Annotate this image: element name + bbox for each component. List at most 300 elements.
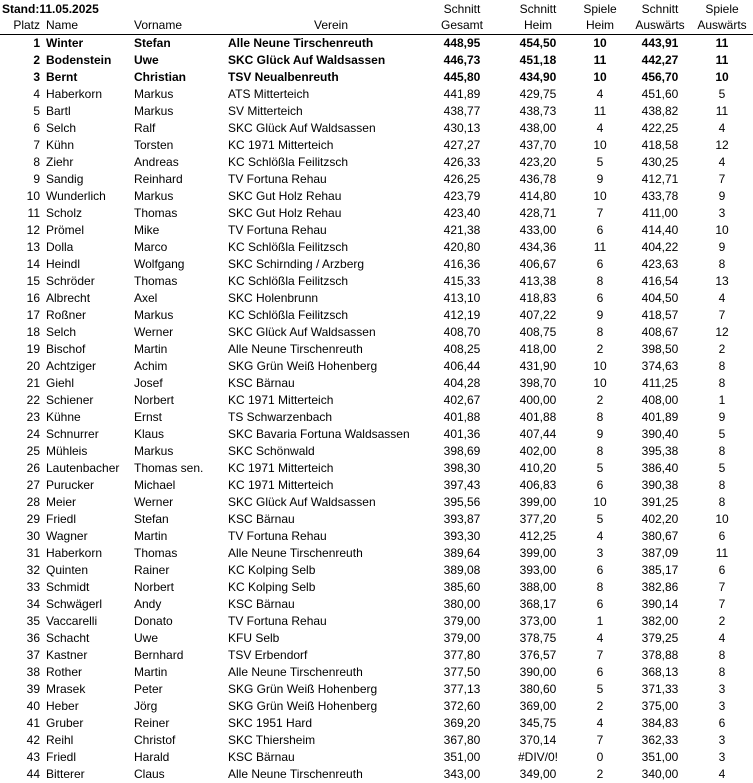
spiele-heim-cell: 7	[596, 733, 604, 747]
schnitt-heim-cell: 393,00	[519, 563, 557, 577]
platz-cell: 26	[26, 461, 40, 475]
vorname-cell: Reiner	[134, 716, 170, 730]
platz-cell: 34	[26, 597, 40, 611]
verein-cell: KC Schlößla Feilitzsch	[228, 155, 349, 169]
schnitt-auswaerts-cell: 411,25	[642, 376, 678, 390]
table-row	[0, 613, 753, 630]
spiele-heim-cell: 7	[596, 648, 604, 662]
schnitt-gesamt-cell: 397,43	[443, 478, 481, 492]
table-row	[0, 545, 753, 562]
platz-cell: 14	[26, 257, 40, 271]
platz-cell: 7	[33, 138, 40, 152]
schnitt-auswaerts-cell: 411,00	[642, 206, 678, 220]
schnitt-heim-cell: 377,20	[519, 512, 557, 526]
spiele-heim-cell: 4	[596, 529, 604, 543]
schnitt-heim-cell: 451,18	[519, 53, 557, 67]
vorname-cell: Markus	[134, 189, 174, 203]
schnitt-heim-cell: 369,00	[519, 699, 557, 713]
platz-cell: 18	[26, 325, 40, 339]
platz-cell: 5	[33, 104, 40, 118]
verein-cell: KC Schlößla Feilitzsch	[228, 274, 349, 288]
name-cell: Albrecht	[46, 291, 91, 305]
verein-cell: KC 1971 Mitterteich	[228, 138, 334, 152]
spiele-auswaerts-cell: 8	[718, 495, 726, 509]
table-row	[0, 307, 753, 324]
schnitt-gesamt-cell: 448,95	[443, 36, 481, 50]
platz-cell: 22	[26, 393, 40, 407]
schnitt-heim-cell: #DIV/0!	[517, 750, 559, 764]
vorname-cell: Torsten	[134, 138, 174, 152]
spiele-heim-cell: 10	[593, 189, 607, 203]
name-cell: Lautenbacher	[46, 461, 120, 475]
spiele-heim-cell: 6	[596, 257, 604, 271]
table-row	[0, 375, 753, 392]
platz-cell: 35	[26, 614, 40, 628]
spiele-auswaerts-cell: 11	[715, 104, 729, 118]
spiele-auswaerts-cell: 3	[718, 682, 726, 696]
schnitt-auswaerts-cell: 375,00	[641, 699, 679, 713]
spiele-heim-cell: 6	[596, 223, 604, 237]
platz-cell: 21	[26, 376, 40, 390]
name-cell: Quinten	[46, 563, 89, 577]
table-row	[0, 426, 753, 443]
schnitt-auswaerts-cell: 390,40	[641, 427, 679, 441]
schnitt-auswaerts-cell: 451,60	[641, 87, 679, 101]
platz-cell: 4	[33, 87, 40, 101]
name-cell: Haberkorn	[46, 546, 103, 560]
schnitt-auswaerts-cell: 433,78	[641, 189, 679, 203]
vorname-cell: Thomas	[134, 546, 178, 560]
name-cell: Vaccarelli	[46, 614, 98, 628]
verein-cell: SKC Schirnding / Arzberg	[228, 257, 365, 271]
schnitt-auswaerts-cell: 374,63	[641, 359, 679, 373]
table-row	[0, 681, 753, 698]
vorname-cell: Rainer	[134, 563, 170, 577]
verein-cell: KSC Bärnau	[228, 512, 295, 526]
platz-cell: 40	[26, 699, 40, 713]
spiele-heim-cell: 8	[596, 410, 604, 424]
table-row	[0, 579, 753, 596]
schnitt-heim-cell: 410,20	[519, 461, 557, 475]
name-cell: Schiener	[46, 393, 94, 407]
name-cell: Haberkorn	[46, 87, 103, 101]
schnitt-gesamt-cell: 413,10	[443, 291, 481, 305]
schnitt-auswaerts-cell: 442,27	[641, 53, 679, 67]
spiele-heim-cell: 5	[596, 512, 604, 526]
spiele-heim-cell: 11	[593, 240, 607, 254]
vorname-cell: Mike	[134, 223, 160, 237]
platz-cell: 13	[26, 240, 40, 254]
spiele-heim-cell: 3	[596, 546, 604, 560]
schnitt-heim-cell: 398,70	[519, 376, 557, 390]
name-cell: Bitterer	[46, 767, 85, 781]
table-row	[0, 171, 753, 188]
schnitt-gesamt-cell: 402,67	[443, 393, 481, 407]
verein-cell: SKC Gut Holz Rehau	[228, 189, 342, 203]
header-heim-top: Schnitt	[519, 2, 557, 16]
schnitt-auswaerts-cell: 402,20	[641, 512, 679, 526]
schnitt-gesamt-cell: 393,87	[443, 512, 481, 526]
schnitt-heim-cell: 408,75	[519, 325, 557, 339]
schnitt-auswaerts-cell: 386,40	[641, 461, 679, 475]
name-cell: Kühne	[46, 410, 81, 424]
platz-cell: 28	[26, 495, 40, 509]
verein-cell: SKG Grün Weiß Hohenberg	[228, 682, 378, 696]
spiele-heim-cell: 5	[596, 682, 604, 696]
spiele-heim-cell: 10	[593, 376, 607, 390]
schnitt-auswaerts-cell: 408,67	[641, 325, 679, 339]
name-cell: Roßner	[46, 308, 87, 322]
schnitt-heim-cell: 434,36	[519, 240, 557, 254]
name-cell: Meier	[46, 495, 77, 509]
schnitt-heim-cell: 388,00	[519, 580, 557, 594]
spiele-heim-cell: 10	[593, 70, 607, 84]
verein-cell: TV Fortuna Rehau	[228, 529, 327, 543]
table-row	[0, 664, 753, 681]
schnitt-gesamt-cell: 423,79	[443, 189, 481, 203]
vorname-cell: Thomas	[134, 206, 178, 220]
table-row	[0, 137, 753, 154]
schnitt-gesamt-cell: 423,40	[443, 206, 481, 220]
spiele-heim-cell: 7	[596, 206, 604, 220]
header-auswaerts-top: Schnitt	[641, 2, 679, 16]
platz-cell: 37	[26, 648, 40, 662]
header-row-top	[0, 1, 753, 18]
platz-cell: 10	[26, 189, 40, 203]
spiele-heim-cell: 4	[596, 87, 604, 101]
vorname-cell: Harald	[134, 750, 170, 764]
verein-cell: TSV Erbendorf	[228, 648, 308, 662]
spiele-auswaerts-cell: 6	[718, 563, 726, 577]
verein-cell: SKC Glück Auf Waldsassen	[228, 53, 386, 67]
header-auswaerts-bottom: Auswärts	[635, 18, 685, 32]
vorname-cell: Markus	[134, 444, 174, 458]
spiele-heim-cell: 11	[593, 104, 607, 118]
table-row	[0, 460, 753, 477]
platz-cell: 6	[33, 121, 40, 135]
name-cell: Bischof	[46, 342, 86, 356]
schnitt-gesamt-cell: 401,36	[443, 427, 481, 441]
schnitt-auswaerts-cell: 416,54	[641, 274, 679, 288]
schnitt-gesamt-cell: 408,70	[443, 325, 481, 339]
schnitt-heim-cell: 399,00	[519, 546, 557, 560]
header-spiele-auswaerts-top: Spiele	[705, 2, 739, 16]
name-cell: Wunderlich	[46, 189, 106, 203]
table-row	[0, 35, 753, 52]
table-row	[0, 409, 753, 426]
spiele-auswaerts-cell: 1	[718, 393, 726, 407]
schnitt-heim-cell: 418,00	[519, 342, 557, 356]
schnitt-heim-cell: 413,38	[519, 274, 557, 288]
spiele-auswaerts-cell: 6	[718, 529, 726, 543]
spiele-auswaerts-cell: 3	[718, 206, 726, 220]
spiele-auswaerts-cell: 5	[718, 427, 726, 441]
schnitt-gesamt-cell: 445,80	[443, 70, 481, 84]
platz-cell: 42	[26, 733, 40, 747]
spiele-auswaerts-cell: 8	[718, 665, 726, 679]
header-platz: Platz	[13, 18, 40, 32]
name-cell: Sandig	[46, 172, 84, 186]
platz-cell: 27	[26, 478, 40, 492]
name-cell: Bartl	[46, 104, 71, 118]
spiele-heim-cell: 4	[596, 631, 604, 645]
table-row	[0, 52, 753, 69]
spiele-auswaerts-cell: 3	[718, 733, 726, 747]
name-cell: Gruber	[46, 716, 84, 730]
table-row	[0, 630, 753, 647]
schnitt-auswaerts-cell: 384,83	[641, 716, 679, 730]
table-row	[0, 647, 753, 664]
verein-cell: Alle Neune Tirschenreuth	[228, 767, 363, 781]
spiele-auswaerts-cell: 8	[718, 478, 726, 492]
table-row	[0, 732, 753, 749]
spiele-auswaerts-cell: 2	[718, 614, 726, 628]
spiele-auswaerts-cell: 9	[718, 189, 726, 203]
verein-cell: TSV Neualbenreuth	[228, 70, 339, 84]
table-row	[0, 528, 753, 545]
spiele-heim-cell: 0	[596, 750, 604, 764]
table-row	[0, 511, 753, 528]
name-cell: Prömel	[46, 223, 85, 237]
name-cell: Schröder	[46, 274, 95, 288]
verein-cell: SKC Gut Holz Rehau	[228, 206, 342, 220]
vorname-cell: Donato	[134, 614, 173, 628]
platz-cell: 1	[33, 36, 40, 50]
verein-cell: KC Schlößla Feilitzsch	[228, 240, 349, 254]
platz-cell: 15	[26, 274, 40, 288]
schnitt-auswaerts-cell: 423,63	[641, 257, 679, 271]
vorname-cell: Martin	[134, 342, 168, 356]
stand-label: Stand:	[2, 2, 40, 16]
spiele-heim-cell: 2	[596, 342, 604, 356]
vorname-cell: Martin	[134, 665, 168, 679]
schnitt-heim-cell: 431,90	[519, 359, 557, 373]
header-verein: Verein	[313, 18, 349, 32]
spiele-heim-cell: 5	[596, 155, 604, 169]
platz-cell: 33	[26, 580, 40, 594]
spiele-heim-cell: 6	[596, 563, 604, 577]
verein-cell: SV Mitterteich	[228, 104, 303, 118]
schnitt-gesamt-cell: 377,80	[443, 648, 481, 662]
spiele-auswaerts-cell: 8	[718, 376, 726, 390]
schnitt-heim-cell: 376,57	[519, 648, 557, 662]
spiele-heim-cell: 9	[596, 172, 604, 186]
spiele-auswaerts-cell: 3	[718, 699, 726, 713]
schnitt-auswaerts-cell: 385,17	[641, 563, 679, 577]
vorname-cell: Werner	[134, 325, 174, 339]
vorname-cell: Reinhard	[134, 172, 183, 186]
vorname-cell: Peter	[134, 682, 163, 696]
vorname-cell: Wolfgang	[134, 257, 185, 271]
schnitt-heim-cell: 414,80	[519, 189, 557, 203]
schnitt-heim-cell: 406,83	[519, 478, 557, 492]
header-heim-bottom: Heim	[523, 18, 552, 32]
platz-cell: 32	[26, 563, 40, 577]
verein-cell: Alle Neune Tirschenreuth	[228, 36, 374, 50]
schnitt-auswaerts-cell: 378,88	[641, 648, 679, 662]
header-spiele-heim-top: Spiele	[583, 2, 617, 16]
table-row	[0, 443, 753, 460]
platz-cell: 23	[26, 410, 40, 424]
schnitt-heim-cell: 407,22	[519, 308, 557, 322]
schnitt-gesamt-cell: 426,25	[443, 172, 481, 186]
spiele-auswaerts-cell: 3	[718, 750, 726, 764]
platz-cell: 43	[26, 750, 40, 764]
schnitt-auswaerts-cell: 351,00	[641, 750, 679, 764]
header-spiele-heim-bottom: Heim	[585, 18, 614, 32]
platz-cell: 30	[26, 529, 40, 543]
schnitt-auswaerts-cell: 404,50	[641, 291, 679, 305]
spiele-auswaerts-cell: 4	[718, 291, 726, 305]
header-gesamt-bottom: Gesamt	[440, 18, 483, 32]
name-cell: Bodenstein	[46, 53, 112, 67]
name-cell: Schwägerl	[46, 597, 103, 611]
spiele-heim-cell: 8	[596, 325, 604, 339]
schnitt-auswaerts-cell: 418,58	[641, 138, 679, 152]
table-row	[0, 749, 753, 766]
schnitt-heim-cell: 401,88	[519, 410, 557, 424]
spiele-auswaerts-cell: 5	[718, 87, 726, 101]
schnitt-heim-cell: 370,14	[519, 733, 557, 747]
schnitt-heim-cell: 438,00	[519, 121, 557, 135]
spiele-auswaerts-cell: 11	[715, 36, 729, 50]
vorname-cell: Ernst	[134, 410, 163, 424]
schnitt-gesamt-cell: 420,80	[443, 240, 481, 254]
spiele-heim-cell: 2	[596, 767, 604, 781]
schnitt-gesamt-cell: 421,38	[443, 223, 481, 237]
platz-cell: 44	[26, 767, 40, 781]
schnitt-auswaerts-cell: 443,91	[641, 36, 679, 50]
vorname-cell: Thomas	[134, 274, 178, 288]
name-cell: Bernt	[46, 70, 78, 84]
platz-cell: 29	[26, 512, 40, 526]
table-row	[0, 766, 753, 783]
name-cell: Friedl	[46, 750, 77, 764]
schnitt-heim-cell: 412,25	[519, 529, 557, 543]
schnitt-auswaerts-cell: 401,89	[641, 410, 679, 424]
schnitt-gesamt-cell: 377,50	[443, 665, 481, 679]
header-name: Name	[46, 18, 79, 32]
spiele-heim-cell: 2	[596, 699, 604, 713]
vorname-cell: Michael	[134, 478, 176, 492]
schnitt-heim-cell: 399,00	[519, 495, 557, 509]
spiele-auswaerts-cell: 2	[718, 342, 726, 356]
vorname-cell: Martin	[134, 529, 168, 543]
header-gesamt-top: Schnitt	[443, 2, 481, 16]
table-row	[0, 188, 753, 205]
table-row	[0, 494, 753, 511]
spiele-auswaerts-cell: 7	[718, 172, 726, 186]
spiele-heim-cell: 9	[596, 427, 604, 441]
verein-cell: KC 1971 Mitterteich	[228, 478, 334, 492]
schnitt-gesamt-cell: 415,33	[443, 274, 481, 288]
schnitt-gesamt-cell: 343,00	[443, 767, 481, 781]
vorname-cell: Axel	[134, 291, 158, 305]
spiele-auswaerts-cell: 4	[718, 121, 726, 135]
schnitt-gesamt-cell: 441,89	[443, 87, 481, 101]
schnitt-heim-cell: 429,75	[519, 87, 557, 101]
vorname-cell: Uwe	[134, 53, 159, 67]
name-cell: Scholz	[46, 206, 83, 220]
table-row	[0, 273, 753, 290]
schnitt-heim-cell: 402,00	[519, 444, 557, 458]
verein-cell: SKC Holenbrunn	[228, 291, 319, 305]
table-row	[0, 392, 753, 409]
vorname-cell: Ralf	[134, 121, 156, 135]
verein-cell: SKC Glück Auf Waldsassen	[228, 121, 376, 135]
name-cell: Purucker	[46, 478, 95, 492]
schnitt-auswaerts-cell: 456,70	[641, 70, 679, 84]
schnitt-auswaerts-cell: 390,38	[641, 478, 679, 492]
schnitt-gesamt-cell: 401,88	[443, 410, 481, 424]
table-row	[0, 324, 753, 341]
name-cell: Ziehr	[46, 155, 74, 169]
spiele-heim-cell: 6	[596, 478, 604, 492]
schnitt-auswaerts-cell: 418,57	[641, 308, 679, 322]
vorname-cell: Thomas sen.	[134, 461, 204, 475]
spiele-auswaerts-cell: 6	[718, 716, 726, 730]
platz-cell: 38	[26, 665, 40, 679]
header-row-bottom	[0, 17, 753, 34]
name-cell: Achtziger	[46, 359, 97, 373]
verein-cell: TV Fortuna Rehau	[228, 614, 327, 628]
schnitt-auswaerts-cell: 382,86	[641, 580, 679, 594]
name-cell: Giehl	[46, 376, 75, 390]
schnitt-heim-cell: 406,67	[519, 257, 557, 271]
schnitt-gesamt-cell: 398,30	[443, 461, 481, 475]
platz-cell: 3	[33, 70, 40, 84]
name-cell: Heindl	[46, 257, 81, 271]
vorname-cell: Achim	[134, 359, 168, 373]
spiele-auswaerts-cell: 11	[715, 53, 729, 67]
spiele-auswaerts-cell: 10	[715, 70, 729, 84]
spiele-auswaerts-cell: 8	[718, 444, 726, 458]
platz-cell: 8	[33, 155, 40, 169]
schnitt-heim-cell: 454,50	[519, 36, 557, 50]
table-row	[0, 69, 753, 86]
schnitt-heim-cell: 380,60	[519, 682, 557, 696]
spiele-auswaerts-cell: 7	[718, 308, 726, 322]
name-cell: Reihl	[46, 733, 74, 747]
name-cell: Mühleis	[46, 444, 88, 458]
verein-cell: KC 1971 Mitterteich	[228, 393, 334, 407]
schnitt-auswaerts-cell: 340,00	[641, 767, 679, 781]
platz-cell: 25	[26, 444, 40, 458]
spiele-heim-cell: 8	[596, 580, 604, 594]
spiele-auswaerts-cell: 7	[718, 597, 726, 611]
name-cell: Wagner	[46, 529, 88, 543]
table-row	[0, 256, 753, 273]
header-spiele-auswaerts-bottom: Auswärts	[697, 18, 747, 32]
schnitt-heim-cell: 433,00	[519, 223, 557, 237]
table-row	[0, 239, 753, 256]
platz-cell: 16	[26, 291, 40, 305]
verein-cell: Alle Neune Tirschenreuth	[228, 342, 363, 356]
name-cell: Selch	[46, 325, 77, 339]
verein-cell: SKC Thiersheim	[228, 733, 316, 747]
verein-cell: KC 1971 Mitterteich	[228, 461, 334, 475]
vorname-cell: Bernhard	[134, 648, 184, 662]
header-vorname: Vorname	[134, 18, 183, 32]
spiele-heim-cell: 4	[596, 716, 604, 730]
verein-cell: KC Kolping Selb	[228, 563, 316, 577]
schnitt-gesamt-cell: 395,56	[443, 495, 481, 509]
platz-cell: 24	[26, 427, 40, 441]
name-cell: Rother	[46, 665, 83, 679]
schnitt-gesamt-cell: 379,00	[443, 631, 481, 645]
table-row	[0, 120, 753, 137]
name-cell: Mrasek	[46, 682, 86, 696]
